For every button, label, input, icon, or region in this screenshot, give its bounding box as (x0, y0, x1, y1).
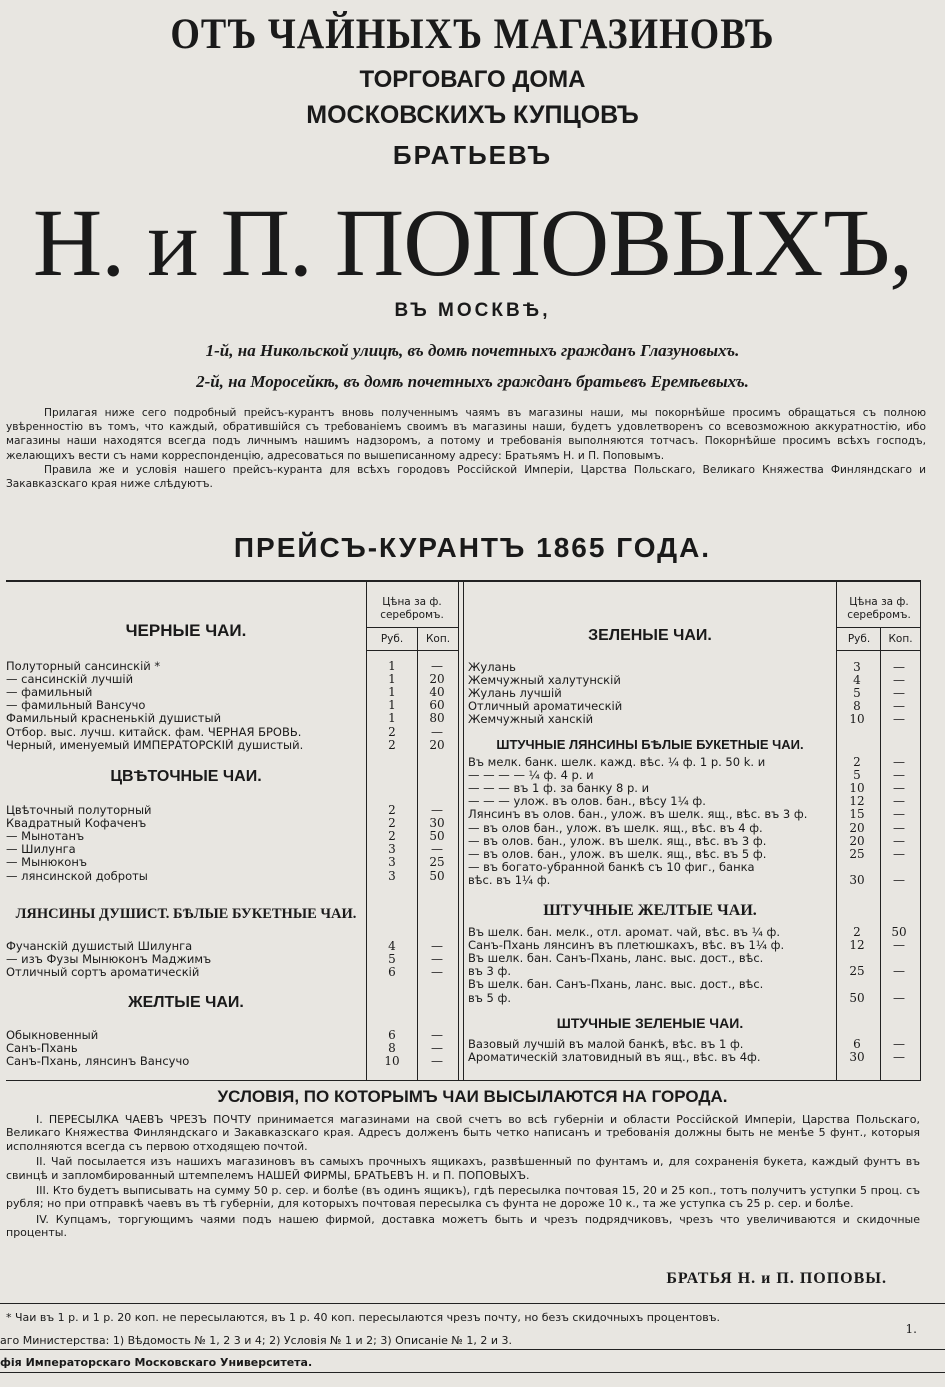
page-number: 1. (905, 1322, 917, 1336)
footer-rule-2 (0, 1349, 945, 1350)
price-row-name: Квадратный Кофаченъ (6, 817, 147, 831)
table-bottom-rule (6, 1080, 921, 1081)
price-row-name: Санъ-Пхань, лянсинъ Вансучо (6, 1055, 190, 1069)
price-row-name: Фучанскій душистый Шилунга (6, 940, 193, 953)
header-subtitle-2: МОСКОВСКИХЪ КУПЦОВЪ (306, 101, 639, 129)
conditions-title: УСЛОВІЯ, ПО КОТОРЫМЪ ЧАИ ВЫСЫЛАЮТСЯ НА ГОРОДА. (217, 1087, 728, 1106)
firm-name: Н. и П. ПОПОВЫХЪ, (32, 189, 913, 296)
left-price-divider (366, 582, 367, 1080)
section-yellow-teas: ЖЕЛТЫЕ ЧАИ. (128, 994, 244, 1011)
price-row-rub: 3 (388, 842, 396, 857)
price-row-rub: 30 (849, 872, 865, 887)
price-row-name: Жемчужный халутунскій (468, 674, 621, 688)
price-row-rub: 1 (388, 698, 396, 713)
price-row-kop: — (431, 1054, 443, 1069)
price-row-rub: 1 (388, 659, 396, 673)
price-row-kop: — (893, 768, 905, 783)
price-row-rub: 2 (853, 925, 861, 939)
price-row-kop: — (893, 794, 905, 809)
price-row-rub: 10 (849, 781, 865, 796)
price-row-kop: 50 (429, 829, 445, 844)
left-head-rule (366, 627, 458, 628)
price-row-rub: 6 (388, 1028, 396, 1042)
price-row-kop: — (893, 990, 905, 1005)
intro-text (6, 406, 926, 491)
price-row-rub: 20 (849, 820, 865, 835)
price-row-rub: 1 (388, 711, 396, 726)
price-row-kop: — (431, 659, 443, 673)
price-row-kop: — (431, 803, 443, 817)
right-rub-header: Руб. (847, 633, 871, 645)
price-row-name: — въ богато-убранной банкѣ съ 10 фиг., банка (468, 860, 755, 874)
conditions-text (6, 1113, 920, 1242)
header-subtitle-3: БРАТЬЕВЪ (392, 140, 553, 170)
price-row-name: Полуторный сансинскій * (6, 660, 161, 673)
section-black-teas: ЧЕРНЫЕ ЧАИ. (125, 621, 247, 640)
price-row-name: Вазовый лучшій въ малой банкѣ, вѣс. въ 1 ф. (468, 1038, 744, 1051)
price-row-kop: 80 (429, 711, 445, 726)
right-edge-divider (920, 582, 921, 1080)
price-row-rub: 3 (853, 660, 861, 674)
price-row-rub: 5 (853, 768, 861, 783)
price-row-name: вѣс. въ 1¼ ф. (468, 873, 551, 887)
price-row-name: Лянсинъ въ олов. бан., улож. въ шелк. ящ., вѣс. въ 3 ф. (468, 808, 808, 822)
price-row-name: Цвѣточный полуторный (6, 804, 152, 817)
price-row-name: — лянсинской доброты (6, 869, 148, 883)
price-row-name: — въ олов. бан., улож. въ шелк. ящ., вѣс. въ 3 ф. (468, 834, 767, 848)
section-flower-teas: ЦВѢТОЧНЫЕ ЧАИ. (110, 768, 262, 785)
price-row-name: Отличный ароматическій (468, 700, 623, 714)
price-row-rub: 2 (388, 829, 396, 844)
price-row-kop: 60 (429, 698, 445, 713)
price-row-name: Обыкновенный (6, 1029, 99, 1042)
price-row-rub: 20 (849, 833, 865, 848)
price-row-rub: 5 (388, 952, 396, 967)
right-kop-header: Коп. (888, 633, 913, 645)
intro-paragraph: Правила же и условія нашего прейсъ-куранта для всѣхъ городовъ Россійской Имперіи, Царства Польскаго, Великаго Княжества Финляндскаго и Закавказскаго края ниже слѣдуютъ. (6, 463, 926, 491)
price-row-kop: — (431, 724, 443, 739)
address-2: 2-й, на Моросейкѣ, въ домѣ почетныхъ гражданъ братьевъ Еремѣевыхъ. (196, 372, 749, 391)
price-row-kop: — (893, 755, 905, 769)
price-row-rub: 15 (849, 807, 865, 822)
price-row-rub: 2 (388, 803, 396, 817)
price-row-name: Ароматическій златовидный въ ящ., вѣс. въ 4ф. (468, 1051, 761, 1065)
price-row-rub: 1 (388, 685, 396, 700)
price-row-name: — въ олов бан., улож. въ шелк. ящ., вѣс. въ 4 ф. (468, 821, 763, 835)
price-row-name: — въ олов. бан., улож. въ шелк. ящ., вѣс. въ 5 ф. (468, 847, 767, 861)
price-row-name: въ 3 ф. (468, 965, 512, 979)
price-row-name: Санъ-Пхань лянсинъ въ плетюшкахъ, вѣс. въ 1¼ ф. (468, 939, 785, 953)
pricelist-title: ПРЕЙСЪ-КУРАНТЪ 1865 ГОДА. (233, 532, 712, 563)
price-row-rub: 10 (384, 1054, 400, 1069)
price-row-name: Жулань лучшій (468, 687, 562, 701)
price-row-rub: 12 (849, 938, 865, 953)
price-row-name: Въ шелк. бан. Санъ-Пхань, ланс. выс. дост., вѣс. (468, 978, 764, 992)
price-row-kop: — (431, 1028, 443, 1042)
price-row-kop: — (893, 673, 905, 688)
price-row-kop: — (893, 938, 905, 953)
price-row-kop: — (893, 1050, 905, 1065)
price-row-rub: 1 (388, 672, 396, 687)
price-row-name: — — — — ¼ ф. 4 р. и (468, 769, 594, 783)
section-piece-green: ШТУЧНЫЕ ЗЕЛЕНЫЕ ЧАИ. (556, 1015, 744, 1031)
left-price-header: Цѣна за ф. серебромъ. (380, 596, 444, 621)
price-row-name: — Мынотанъ (6, 830, 85, 844)
left-head-rule-2 (366, 650, 458, 651)
price-row-name: — сансинскій лучшій (6, 673, 134, 687)
price-row-name: — — — въ 1 ф. за банку 8 р. и (468, 782, 650, 796)
price-row-name: Жемчужный ханскій (468, 713, 594, 727)
price-row-name: Отбор. выс. лучш. китайск. фам. ЧЕРНАЯ БРОВЬ. (6, 725, 302, 739)
address-1: 1-й, на Никольской улицѣ, въ домѣ почетныхъ гражданъ Глазуновыхъ. (205, 341, 740, 360)
section-piece-yellow: ШТУЧНЫЕ ЖЕЛТЫЕ ЧАИ. (543, 902, 757, 919)
price-row-rub: 10 (849, 712, 865, 727)
price-row-kop: — (431, 842, 443, 857)
footer-line-2: аго Министерства: 1) Вѣдомость № 1, 2 3 и 4; 2) Условія № 1 и 2; 3) Описаніе № 1, 2 и 3. (0, 1334, 512, 1347)
price-row-name: — Мынюконъ (6, 856, 87, 870)
price-row-name: Отличный сортъ ароматическій (6, 966, 200, 980)
price-row-rub: 5 (853, 686, 861, 701)
price-row-rub: 6 (853, 1037, 861, 1051)
price-row-kop: 40 (429, 685, 445, 700)
price-row-name: Жулань (468, 661, 516, 674)
price-row-name: — изъ Фузы Мынюконъ Маджимъ (6, 953, 212, 967)
price-row-name: Санъ-Пхань (6, 1042, 78, 1056)
footer-rule-3 (0, 1372, 945, 1373)
footnote: * Чаи въ 1 р. и 1 р. 20 коп. не пересылаются, въ 1 р. 40 коп. пересылаются чрезъ почту, но безъ скидочныхъ процентовъ. (6, 1311, 720, 1324)
price-row-rub: 2 (388, 724, 396, 739)
price-row-rub: 4 (853, 673, 861, 688)
price-row-kop: — (893, 964, 905, 979)
footer-line-3: фія Императорскаго Московскаго Университета. (0, 1356, 313, 1369)
price-row-rub: 2 (853, 755, 861, 769)
price-row-kop: — (893, 686, 905, 701)
price-row-kop: — (893, 1037, 905, 1051)
price-row-rub: 2 (388, 737, 396, 752)
section-piece-lyansin: ШТУЧНЫЕ ЛЯНСИНЫ БѢЛЫЕ БУКЕТНЫЕ ЧАИ. (496, 737, 804, 752)
section-green-teas: ЗЕЛЕНЫЕ ЧАИ. (588, 627, 712, 644)
price-row-rub: 3 (388, 855, 396, 870)
price-row-kop: — (431, 952, 443, 967)
right-rub-kop-divider (880, 628, 881, 1080)
price-row-kop: — (893, 660, 905, 674)
right-head-rule (836, 627, 920, 628)
left-rub-kop-divider (417, 628, 418, 1080)
header-subtitle-1: ТОРГОВАГО ДОМА (359, 66, 586, 93)
condition-paragraph: I. ПЕРЕСЫЛКА ЧАЕВЪ ЧРЕЗЪ ПОЧТУ принимается магазинами на свой счетъ во всѣ губерніи и области Россійской Имперіи, Царства Польскаго, Великаго Княжества Финляндскаго и Закавказскаго края. Адресъ долженъ быть четко написанъ и требованія должны быть не менѣе 5 фунт., которыя исполняются всегда съ первою отходящею почтой. (6, 1113, 920, 1153)
section-lyansin-teas: ЛЯНСИНЫ ДУШИСТ. БѢЛЫЕ БУКЕТНЫЕ ЧАИ. (15, 906, 357, 922)
right-price-header: Цѣна за ф. серебромъ. (847, 596, 911, 621)
signature: БРАТЬЯ Н. и П. ПОПОВЫ. (666, 1270, 887, 1287)
price-row-rub: 3 (388, 868, 396, 883)
price-row-name: въ 5 ф. (468, 991, 512, 1005)
price-row-kop: — (893, 699, 905, 714)
price-row-name: Въ мелк. банк. шелк. кажд. вѣс. ¼ ф. 1 р. 50 k. и (468, 756, 766, 769)
price-row-rub: 8 (853, 699, 861, 714)
price-row-kop: — (893, 872, 905, 887)
price-row-kop: — (431, 965, 443, 980)
price-row-name: — Шилунга (6, 843, 76, 857)
price-row-rub: 50 (849, 990, 865, 1005)
price-row-rub: 4 (388, 939, 396, 953)
condition-paragraph: IV. Купцамъ, торгующимъ чаями подъ нашею фирмой, доставка можетъ быть и чрезъ подрядчиковъ, чрезъ что увеличиваются и скидочные проценты. (6, 1212, 920, 1240)
table-center-divider (463, 582, 464, 1080)
price-row-name: — фамильный Вансучо (6, 699, 146, 713)
price-row-kop: 20 (429, 672, 445, 687)
left-rub-header: Руб. (380, 633, 404, 645)
condition-paragraph: III. Кто будетъ выписывать на сумму 50 р. сер. и болѣе (въ одинъ ящикъ), гдѣ пересылка почтовая 15, 20 и 25 коп., тотъ получитъ уступки 5 проц. съ рубля; но при отправкѣ чаевъ въ тѣ губерніи, для которыхъ почтовая пересылка съ фунта не дороже 10 к., та же уступка съ 25 р. сер. и болѣе. (6, 1184, 920, 1211)
footer-rule (0, 1303, 945, 1304)
price-row-kop: 50 (891, 925, 907, 939)
price-row-kop: 20 (429, 737, 445, 752)
price-row-kop: — (893, 807, 905, 822)
price-row-name: Черный, именуемый ИМПЕРАТОРСКІЙ душистый. (6, 738, 304, 752)
city: ВЪ МОСКВѢ, (394, 300, 551, 321)
price-row-kop: 25 (429, 855, 445, 870)
price-row-kop: — (431, 1041, 443, 1056)
price-row-name: Фамильный красненькій душистый (6, 712, 222, 726)
price-row-kop: — (893, 820, 905, 835)
price-row-name: Въ шелк. бан. мелк., отл. аромат. чай, вѣс. въ ¼ ф. (468, 926, 780, 939)
price-row-kop: — (893, 781, 905, 796)
price-row-name: — фамильный (6, 686, 93, 700)
right-price-divider (836, 582, 837, 1080)
price-row-name: — — — улож. въ олов. бан., вѣсу 1¼ ф. (468, 795, 706, 809)
price-row-rub: 2 (388, 816, 396, 831)
price-row-kop: 30 (429, 816, 445, 831)
price-row-rub: 25 (849, 964, 865, 979)
price-row-rub: 8 (388, 1041, 396, 1056)
right-head-rule-2 (836, 650, 920, 651)
price-row-name: Въ шелк. бан. Санъ-Пхань, ланс. выс. дост., вѣс. (468, 952, 764, 966)
price-row-kop: — (893, 712, 905, 727)
price-row-kop: — (893, 833, 905, 848)
price-row-kop: 50 (429, 868, 445, 883)
left-kop-header: Коп. (425, 633, 451, 645)
price-row-rub: 6 (388, 965, 396, 980)
price-row-kop: — (893, 846, 905, 861)
left-edge-divider (458, 582, 459, 1080)
header-title: ОТЪ ЧАЙНЫХЪ МАГАЗИНОВЪ (170, 9, 775, 59)
price-row-rub: 30 (849, 1050, 865, 1065)
price-row-rub: 25 (849, 846, 865, 861)
condition-paragraph: II. Чай посылается изъ нашихъ магазиновъ въ самыхъ прочныхъ ящикахъ, развѣшенный по фунтамъ и, для сохраненія букета, каждый фунтъ въ свинцѣ и запломбированный штемпелемъ НАШЕЙ ФИРМЫ, БРАТЬЕВЪ Н. и П. ПОПОВЫХЪ. (6, 1155, 920, 1182)
price-row-rub: 12 (849, 794, 865, 809)
price-row-kop: — (431, 939, 443, 953)
intro-paragraph: Прилагая ниже сего подробный прейсъ-курантъ вновь полученнымъ чаямъ въ магазины наши, мы покорнѣйше просимъ обращаться съ полною увѣренностію въ томъ, что каждый, обратившійся съ требованіемъ своимъ въ магазины наши, будетъ удовлетворенъ со всевозможною аккуратностію, ибо магазины наши находятся всегда подъ личнымъ нашимъ надзоромъ, а потому и требованія выполняются тотчасъ. Покорнѣйше просимъ всѣхъ господъ, желающихъ вести съ нами корреспонденцію, адресоваться по вышеписанному адресу: Братьямъ Н. и П. Поповымъ. (6, 407, 926, 462)
